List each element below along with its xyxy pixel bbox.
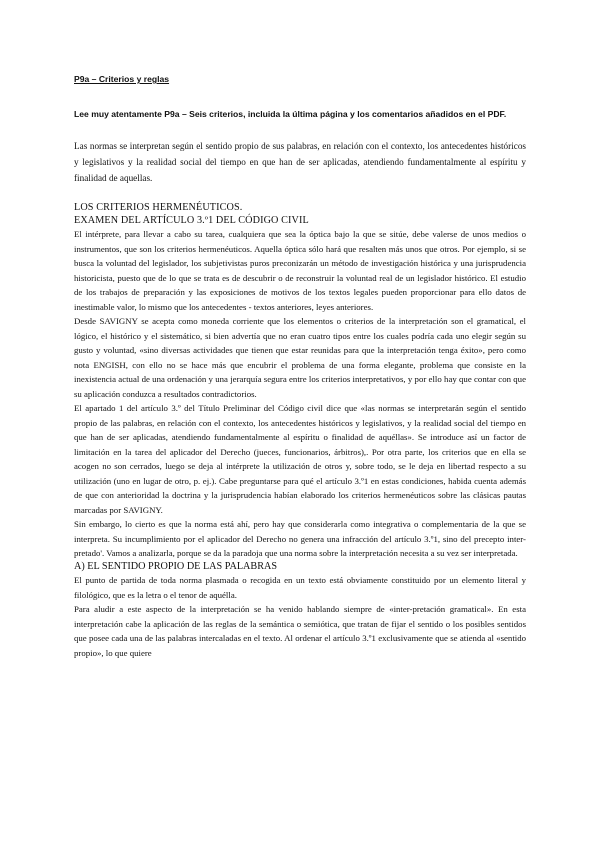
body-paragraph: El punto de partida de toda norma plasmada o recogida en un texto está obviamente constituido por un elemento literal y filológico, que es la letra o el tenor de aquélla. xyxy=(74,575,526,600)
body-paragraph: Sin embargo, lo cierto es que la norma está ahí, pero hay que considerarla como integrativa o complementaria de la que se interpreta. Su incumplimiento por el aplicador del Derecho no genera una infracción del artículo 3.º1, sino del precepto inter-pretado'. Vamos a analizarla, porque se da la paradoja que una norma sobre la interpretación necesita a su vez ser interpretada. xyxy=(74,519,526,558)
body-paragraph: El apartado 1 del artículo 3.º del Título Preliminar del Código civil dice que «las normas se interpretarán según el sentido propio de las palabras, en relación con el contexto, los antecedentes históricos y legislativos, y la realidad social del tiempo en que han de ser aplicadas, atendiendo fundamentalmente al espíritu o finalidad de aquéllas». Se introduce así un factor de limitación en la tarea del aplicador del Derecho (jueces, funcionarios, árbitros),. Por otra parte, los criterios que en ella se acogen no son cerrados, luego se deja al intérprete la utilización de otros y, sobre todo, se le deja en libertad respecto a su utilización (uno en lugar de otro, p. ej.). Cabe preguntarse para qué el artículo 3.º1 en estas condiciones, habida cuenta además de que con anterioridad la doctrina y la jurisprudencia habían elaborado los criterios hermenéuticos sobre las clásicas pautas marcadas por SAVIGNY. xyxy=(74,403,526,515)
body-paragraph: El intérprete, para llevar a cabo su tarea, cualquiera que sea la óptica bajo la que se sitúe, debe valerse de unos medios o instrumentos, que son los criterios hermenéuticos. Aquella óptica sólo hará que resalten más unos que otros. Por ejemplo, si se busca la voluntad del legislador, los subjetivistas puros preconizarán un método de investigación histórica y una jurisprudencia historicista, puesto que de lo que se trata es de descubrir o de reconstruir la voluntad real de un legislador histórico. El estudio de los trabajos de preparación y las exposiciones de motivos de los textos legales pueden proporcionar para ello datos de inestimable valor, lo mismo que los antecedentes - textos anteriores, leyes anteriores. xyxy=(74,229,526,312)
instruction-text: Lee muy atentamente P9a – Seis criterios, incluida la última página y los comentarios añadidos en el PDF. xyxy=(74,109,507,119)
body-paragraph: Desde SAVIGNY se acepta como moneda corriente que los elementos o criterios de la interpretación son el gramatical, el lógico, el histórico y el sistemático, si bien advertía que no eran cuatro tipos entre los cuales podría cada uno elegir según su gusto y voluntad, «sino diversas actividades que tienen que estar reunidas para que la interpretación tenga éxito», pero como nota ENGISH, con ello no se hace más que encubrir el problema de una forma elegante, problema que consiste en la inexistencia actual de una ordenación y una jerarquía segura entre los criterios interpretativos, y por ello hay que contar con que su aplicación conduzca a resultados contradictorios. xyxy=(74,316,526,399)
lead-paragraph: Las normas se interpretan según el sentido propio de sus palabras, en relación con el contexto, los antecedentes históricos y legislativos y la realidad social del tiempo en que han de ser aplicadas, atendiendo fundamentalmente al espíritu y finalidad de aquellas. xyxy=(74,141,526,183)
section-heading-examen: EXAMEN DEL ARTÍCULO 3.º1 DEL CÓDIGO CIVIL xyxy=(74,214,309,226)
document-title: P9a – Criterios y reglas xyxy=(74,74,170,84)
section-heading-criterios: LOS CRITERIOS HERMENÉUTICOS. xyxy=(74,202,243,213)
subsection-heading: A) EL SENTIDO PROPIO DE LAS PALABRAS xyxy=(74,560,278,572)
body-paragraph: Para aludir a este aspecto de la interpretación se ha venido hablando siempre de «inter-pretación gramatical». En esta interpretación cabe la aplicación de las reglas de la semántica o semiótica, que tratan de fijar el sentido o los posibles sentidos que posee cada una de las palabras intercaladas en el texto. Al ordenar el artículo 3.º1 exclusivamente que se atienda al «sentido propio», lo que quiere xyxy=(74,604,526,658)
document-body xyxy=(74,74,526,660)
